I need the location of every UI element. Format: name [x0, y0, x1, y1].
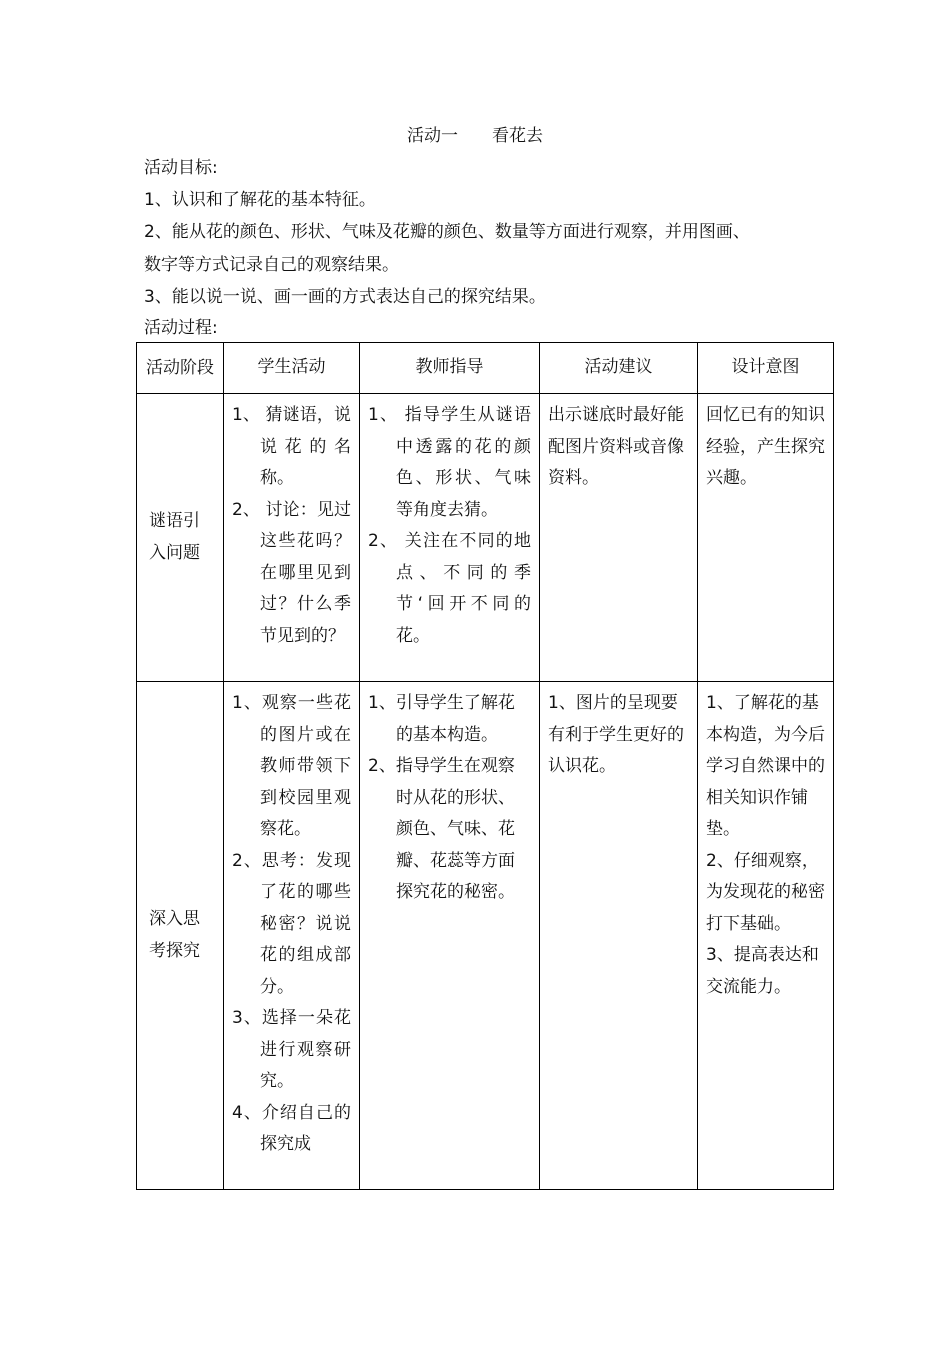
- list-item: 出示谜底时最好能配图片资料或音像资料。: [548, 405, 684, 488]
- list-item: 回忆已有的知识经验，产生探究兴趣。: [706, 405, 825, 488]
- list-item: 4、介绍自己的探究成: [232, 1102, 351, 1154]
- goals-heading: 活动目标:: [144, 158, 218, 178]
- cell-suggestion: [540, 682, 698, 1190]
- list-item: 3、选择一朵花进行观察研究。: [232, 1008, 351, 1091]
- goal-item: 1、认识和了解花的基本特征。: [144, 190, 376, 210]
- goal-item: 3、能以说一说、画一画的方式表达自己的探究结果。: [144, 287, 546, 307]
- cell-teacher: [360, 682, 540, 1190]
- header-suggestion: 活动建议: [540, 343, 698, 394]
- activity-table: [136, 342, 834, 1190]
- title-part-1: 活动一: [407, 126, 458, 146]
- cell-teacher: [360, 394, 540, 682]
- cell-suggestion: [540, 394, 698, 682]
- list-item: 2、 讨论：见过这些花吗？在哪里见到过？什么季节见到的？: [232, 499, 351, 646]
- cell-stage: 深入思考探究: [137, 682, 224, 1190]
- list-item: 1、图片的呈现要有利于学生更好的认识花。: [548, 693, 684, 776]
- header-student: 学生活动: [224, 343, 360, 394]
- list-item: 1、观察一些花的图片或在教师带领下到校园里观察花。: [232, 693, 351, 839]
- list-item: 1、 猜谜语，说说花的名称。: [232, 405, 351, 488]
- cell-content: [232, 688, 351, 1183]
- cell-student: [224, 682, 360, 1190]
- list-item: 1、了解花的基本构造，为今后学习自然课中的相关知识作铺垫。: [706, 693, 825, 839]
- list-item: 2、指导学生在观察时从花的形状、颜色、气味、花瓣、花蕊等方面探究花的秘密。: [368, 756, 515, 902]
- cell-stage: 谜语引入问题: [137, 394, 224, 682]
- goal-item: 2、能从花的颜色、形状、气味及花瓣的颜色、数量等方面进行观察，并用图画、: [144, 222, 750, 242]
- list-item: 1、引导学生了解花的基本构造。: [368, 693, 515, 745]
- cell-intent: [698, 394, 834, 682]
- list-item: 2、思考：发现了花的哪些秘密？说说花的组成部分。: [232, 850, 351, 997]
- list-item: 3、提高表达和交流能力。: [706, 945, 819, 997]
- table-row: [137, 394, 834, 682]
- list-item: 2、 关注在不同的地点、不同的季节‘回开不同的花。: [368, 531, 531, 646]
- cell-intent: [698, 682, 834, 1190]
- page-title: [0, 124, 950, 148]
- header-teacher: 教师指导: [360, 343, 540, 394]
- process-heading: 活动过程:: [144, 318, 218, 338]
- header-intent: 设计意图: [698, 343, 834, 394]
- table-header-row: [137, 343, 834, 394]
- cell-student: [224, 394, 360, 682]
- list-item: 2、仔细观察，为发现花的秘密打下基础。: [706, 850, 825, 934]
- goal-item: 数字等方式记录自己的观察结果。: [144, 255, 399, 275]
- list-item: 1、 指导学生从谜语中透露的花的颜色、形状、气味等角度去猜。: [368, 405, 531, 520]
- title-part-2: 看花去: [492, 126, 543, 146]
- header-stage: 活动阶段: [137, 343, 224, 394]
- table-row: [137, 682, 834, 1190]
